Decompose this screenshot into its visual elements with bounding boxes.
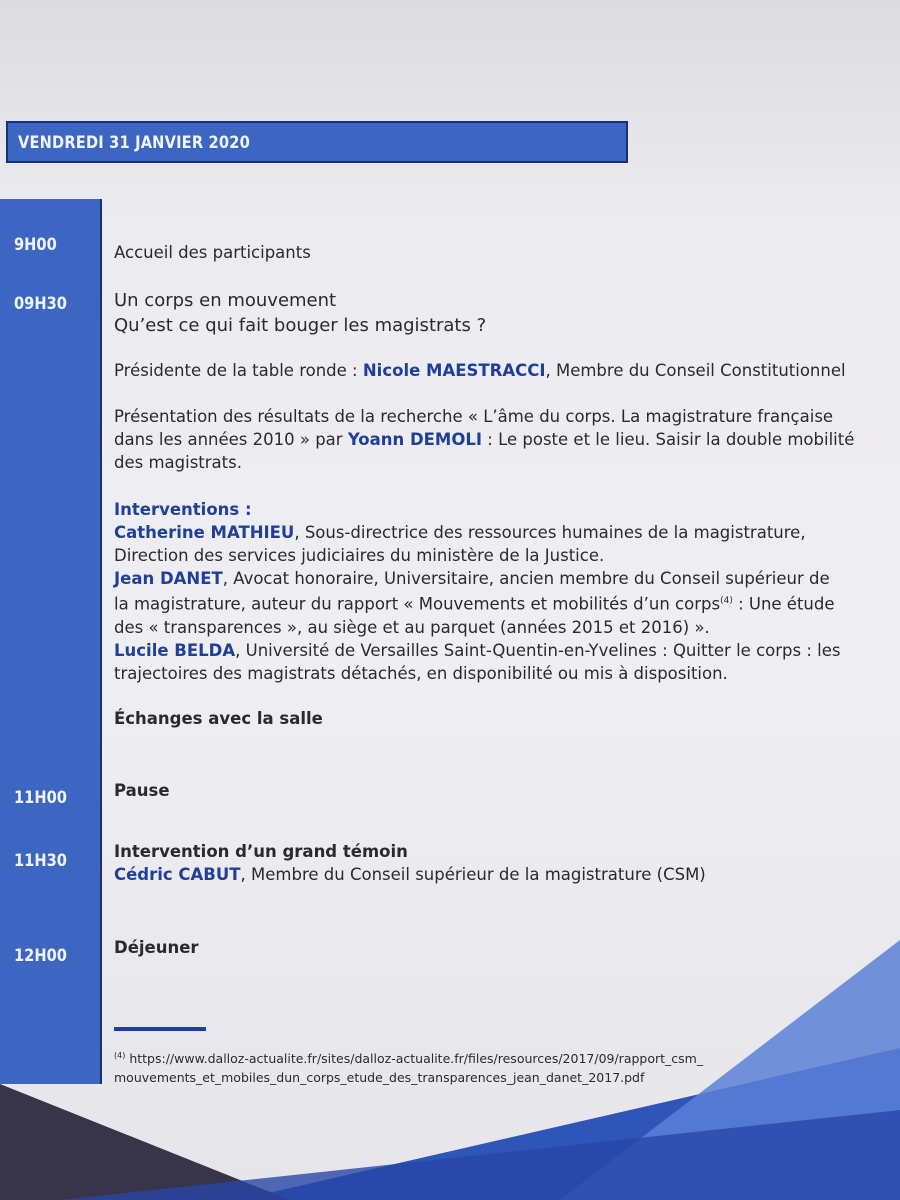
temoin-item: [114, 840, 854, 886]
time-slot-12h00: 12H00: [14, 946, 67, 966]
speaker2-name: Jean DANET: [114, 569, 223, 588]
speaker2-line1: , Avocat honoraire, Universitaire, ancien membre du Conseil supérieur de: [222, 569, 830, 588]
temoin-name: Cédric CABUT: [114, 865, 241, 884]
time-slot-11h30: 11H30: [14, 851, 67, 871]
speaker2-line3: des « transparences », au siège et au parquet (années 2015 et 2016) ».: [114, 617, 710, 637]
interventions-heading: Interventions :: [114, 500, 252, 519]
presentation-line2-suffix: : Le poste et le lieu. Saisir la double mobilité: [482, 430, 855, 449]
presentation-speaker-name: Yoann DEMOLI: [347, 430, 483, 449]
speaker1-name: Catherine MATHIEU: [114, 523, 295, 542]
time-slot-9h00: 9H00: [14, 235, 57, 255]
speaker3-name: Lucile BELDA: [114, 640, 236, 660]
speaker1-line2: Direction des services judiciaires du ministère de la Justice.: [114, 546, 605, 565]
presidente-prefix: Présidente de la table ronde :: [114, 361, 363, 380]
accueil-item: [114, 240, 854, 265]
date-label: VENDREDI 31 JANVIER 2020: [18, 133, 250, 153]
temoin-role: , Membre du Conseil supérieur de la magistrature (CSM): [240, 865, 706, 884]
session-title-line2: Qu’est ce qui fait bouger les magistrats ?: [114, 315, 487, 336]
presentation-line1: Présentation des résultats de la recherche « L’âme du corps. La magistrature française: [114, 407, 834, 426]
footnote: [114, 1046, 703, 1087]
footnote-reference: (4): [720, 596, 733, 606]
speaker3-line2: trajectoires des magistrats détachés, en disponibilité ou mis à disposition.: [114, 663, 728, 683]
presentation-block: [114, 405, 854, 474]
presidente-name: Nicole MAESTRACCI: [362, 361, 546, 380]
accueil-label: Accueil des participants: [114, 243, 311, 262]
date-banner: [6, 121, 628, 163]
temoin-heading: Intervention d’un grand témoin: [114, 842, 408, 861]
interventions-block: [114, 498, 854, 685]
presidente-role: , Membre du Conseil Constitutionnel: [545, 361, 846, 380]
footnote-url-line1: https://www.dalloz-actualite.fr/sites/dalloz-actualite.fr/files/resources/2017/09/rapport_csm_: [125, 1051, 704, 1067]
dejeuner-item: [114, 936, 854, 959]
session-title: [114, 288, 854, 338]
speaker2-line2a: la magistrature, auteur du rapport « Mouvements et mobilités d’un corps: [114, 594, 721, 614]
footnote-url-line2: mouvements_et_mobiles_dun_corps_etude_des_transparences_jean_danet_2017.pdf: [114, 1070, 645, 1086]
pause-label: Pause: [114, 781, 170, 800]
echanges-item: [114, 707, 854, 730]
session-title-line1: Un corps en mouvement: [114, 290, 337, 311]
speaker1-line1: , Sous-directrice des ressources humaines de la magistrature,: [294, 523, 806, 542]
time-slot-09h30: 09H30: [14, 294, 67, 314]
presentation-line2-prefix: dans les années 2010 » par: [114, 430, 348, 449]
presentation-line3: des magistrats.: [114, 453, 242, 472]
time-slot-11h00: 11H00: [14, 788, 67, 808]
speaker2-line2b: : Une étude: [732, 594, 835, 614]
presidente-line: [114, 359, 854, 382]
speaker3-line1: , Université de Versailles Saint-Quentin-en-Yvelines : Quitter le corps : les: [235, 640, 841, 660]
echanges-label: Échanges avec la salle: [114, 709, 323, 728]
pause-item: [114, 779, 854, 802]
dejeuner-label: Déjeuner: [114, 938, 199, 957]
footnote-divider: [114, 1027, 206, 1031]
footnote-number: (4): [114, 1051, 126, 1060]
